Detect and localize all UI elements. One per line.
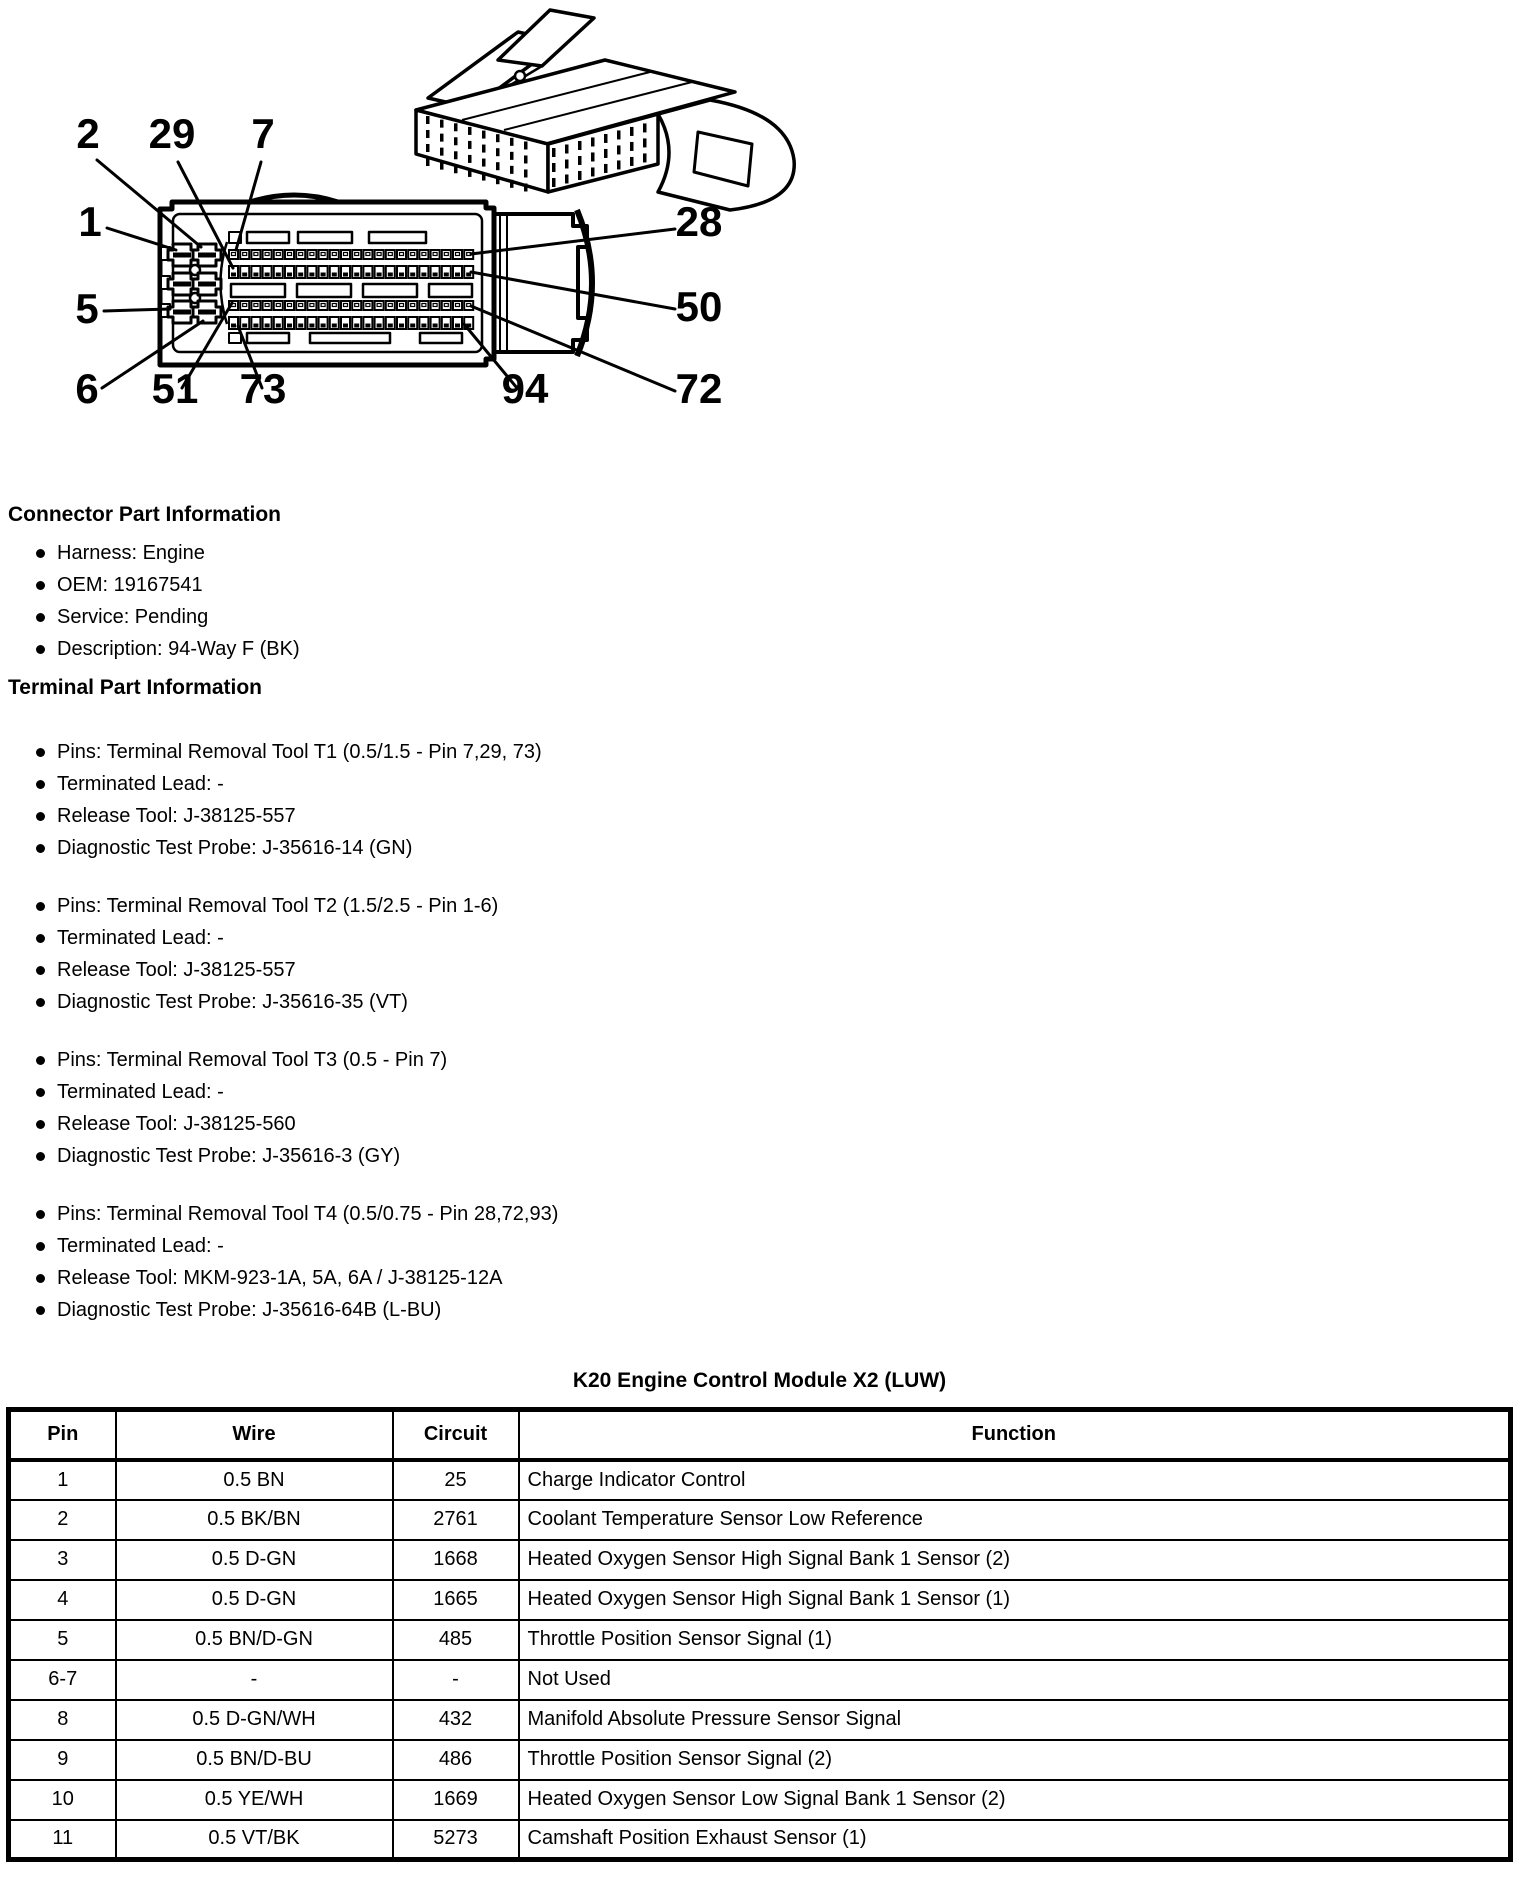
table-cell: 6-7 <box>9 1660 116 1700</box>
pin-callout: 7 <box>251 110 275 157</box>
table-cell: Charge Indicator Control <box>519 1460 1511 1500</box>
list-item: Terminated Lead: - <box>0 1076 1520 1108</box>
list-item: Pins: Terminal Removal Tool T3 (0.5 - Pin 7) <box>0 1044 1520 1076</box>
table-row <box>9 1620 1511 1660</box>
pin-callout: 29 <box>148 110 196 157</box>
table-header-cell: Wire <box>116 1410 393 1460</box>
pin-callout: 28 <box>675 198 723 245</box>
table-row <box>9 1580 1511 1620</box>
list-item: Release Tool: J-38125-557 <box>0 800 1520 832</box>
connector-face-diagram <box>160 195 592 365</box>
pin-callout: 94 <box>501 365 549 412</box>
table-cell: 432 <box>393 1700 519 1740</box>
list-item: Pins: Terminal Removal Tool T2 (1.5/2.5 - Pin 1-6) <box>0 890 1520 922</box>
table-row <box>9 1460 1511 1500</box>
table-cell: 486 <box>393 1740 519 1780</box>
table-cell: 0.5 BN <box>116 1460 393 1500</box>
list-item: OEM: 19167541 <box>0 569 1520 601</box>
table-cell: 1669 <box>393 1780 519 1820</box>
table-body <box>9 1460 1511 1860</box>
table-cell: Throttle Position Sensor Signal (1) <box>519 1620 1511 1660</box>
table-cell: 0.5 VT/BK <box>116 1820 393 1860</box>
list-item: Service: Pending <box>0 601 1520 633</box>
list-item: Diagnostic Test Probe: J-35616-3 (GY) <box>0 1140 1520 1172</box>
pin-callout: 72 <box>675 365 723 412</box>
list-item: Terminated Lead: - <box>0 922 1520 954</box>
connector-3d-illustration <box>416 10 794 210</box>
list-item: Pins: Terminal Removal Tool T1 (0.5/1.5 - Pin 7,29, 73) <box>0 736 1520 768</box>
pin-callout: 51 <box>151 365 199 412</box>
terminal-info-groups <box>0 736 1520 1326</box>
terminal-tool-group-t4 <box>0 1198 1520 1326</box>
list-item: Diagnostic Test Probe: J-35616-14 (GN) <box>0 832 1520 864</box>
table-cell: Camshaft Position Exhaust Sensor (1) <box>519 1820 1511 1860</box>
pin-callout: 73 <box>239 365 287 412</box>
table-header-row <box>9 1410 1511 1460</box>
table-cell: 8 <box>9 1700 116 1740</box>
pin-table-title: K20 Engine Control Module X2 (LUW) <box>572 1369 947 1392</box>
callout-line <box>104 309 170 311</box>
list-item: Terminated Lead: - <box>0 1230 1520 1262</box>
table-row <box>9 1540 1511 1580</box>
table-cell: 9 <box>9 1740 116 1780</box>
table-row <box>9 1500 1511 1540</box>
terminal-part-information-heading: Terminal Part Information <box>8 676 262 699</box>
table-header-cell: Circuit <box>393 1410 519 1460</box>
list-item: Release Tool: J-38125-560 <box>0 1108 1520 1140</box>
table-header-cell: Pin <box>9 1410 116 1460</box>
list-item: Release Tool: MKM-923-1A, 5A, 6A / J-38125-12A <box>0 1262 1520 1294</box>
table-row <box>9 1660 1511 1700</box>
table-header <box>9 1410 1511 1460</box>
connector-diagram-area <box>0 0 1520 500</box>
table-cell: 5273 <box>393 1820 519 1860</box>
table-cell: Heated Oxygen Sensor Low Signal Bank 1 Sensor (2) <box>519 1780 1511 1820</box>
table-cell: 0.5 BK/BN <box>116 1500 393 1540</box>
large-terminals <box>168 244 221 323</box>
terminal-tool-group-t2 <box>0 890 1520 1018</box>
table-cell: - <box>116 1660 393 1700</box>
pin-callout: 50 <box>675 283 723 330</box>
table-cell: 0.5 YE/WH <box>116 1780 393 1820</box>
table-cell: 0.5 D-GN/WH <box>116 1700 393 1740</box>
table-cell: 3 <box>9 1540 116 1580</box>
table-cell: 485 <box>393 1620 519 1660</box>
table-cell: Not Used <box>519 1660 1511 1700</box>
table-cell: 1668 <box>393 1540 519 1580</box>
table-cell: - <box>393 1660 519 1700</box>
pin-callout: 5 <box>75 285 99 332</box>
table-cell: 0.5 BN/D-GN <box>116 1620 393 1660</box>
table-cell: 10 <box>9 1780 116 1820</box>
list-item: Harness: Engine <box>0 537 1520 569</box>
table-row <box>9 1740 1511 1780</box>
pin-callout: 1 <box>78 198 102 245</box>
table-cell: Manifold Absolute Pressure Sensor Signal <box>519 1700 1511 1740</box>
table-cell: Throttle Position Sensor Signal (2) <box>519 1740 1511 1780</box>
table-cell: 0.5 D-GN <box>116 1580 393 1620</box>
list-item: Description: 94-Way F (BK) <box>0 633 1520 665</box>
terminal-tool-group-t1 <box>0 736 1520 864</box>
pin-callout: 6 <box>75 365 99 412</box>
table-cell: 4 <box>9 1580 116 1620</box>
callout-line <box>471 229 675 254</box>
list-item: Diagnostic Test Probe: J-35616-35 (VT) <box>0 986 1520 1018</box>
table-cell: 2761 <box>393 1500 519 1540</box>
pin-function-table <box>6 1407 1513 1862</box>
table-row <box>9 1700 1511 1740</box>
table-cell: 0.5 BN/D-BU <box>116 1740 393 1780</box>
pin-callout: 2 <box>76 110 100 157</box>
table-cell: 11 <box>9 1820 116 1860</box>
list-item: Release Tool: J-38125-557 <box>0 954 1520 986</box>
table-cell: 1665 <box>393 1580 519 1620</box>
connector-diagram-svg <box>0 0 1520 500</box>
table-header-cell: Function <box>519 1410 1511 1460</box>
terminal-tool-group-t3 <box>0 1044 1520 1172</box>
table-cell: 25 <box>393 1460 519 1500</box>
table-cell: 0.5 D-GN <box>116 1540 393 1580</box>
list-item: Diagnostic Test Probe: J-35616-64B (L-BU) <box>0 1294 1520 1326</box>
table-cell: 1 <box>9 1460 116 1500</box>
table-cell: Heated Oxygen Sensor High Signal Bank 1 Sensor (1) <box>519 1580 1511 1620</box>
connector-part-information-heading: Connector Part Information <box>8 503 282 526</box>
list-item: Pins: Terminal Removal Tool T4 (0.5/0.75 - Pin 28,72,93) <box>0 1198 1520 1230</box>
list-item: Terminated Lead: - <box>0 768 1520 800</box>
table-cell: 2 <box>9 1500 116 1540</box>
table-cell: 5 <box>9 1620 116 1660</box>
table-cell: Coolant Temperature Sensor Low Reference <box>519 1500 1511 1540</box>
connector-info-list <box>0 537 1520 665</box>
table-row <box>9 1780 1511 1820</box>
table-row <box>9 1820 1511 1860</box>
callout-line <box>471 272 675 309</box>
table-cell: Heated Oxygen Sensor High Signal Bank 1 Sensor (2) <box>519 1540 1511 1580</box>
